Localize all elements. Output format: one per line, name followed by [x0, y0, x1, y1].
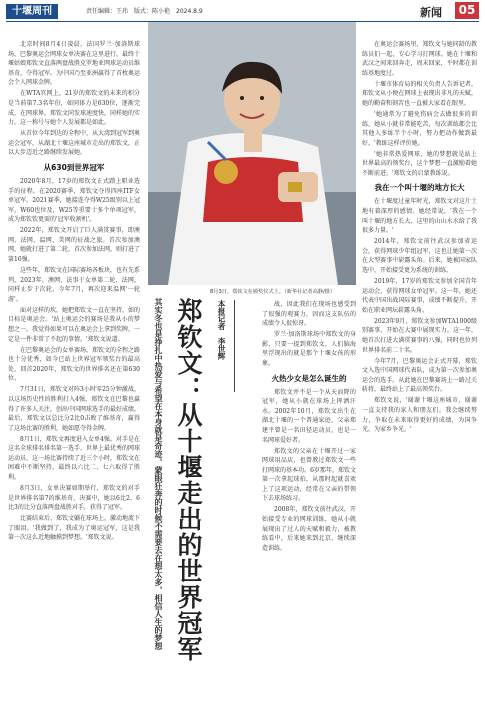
- paragraph: 在WTA官网上，21岁的郑钦文的未来的积分是当前第7.3名年份，如同体力是630位，逐渐完成，在网球界，郑钦文同发球速度快，同样她的实力，这一称号与她个人发展都是如此。: [8, 90, 140, 127]
- paragraph: 在巴黎奥运会的女单赛场，郑钦文的全程之路也十分优秀，如今已站上世界冠军领奖台的最高处，回首2020年，郑钦文的世界排名还在第630位。: [8, 346, 140, 383]
- paragraph: 在十堰度过童年时光，郑钦文对这片土地有着深厚的感情。她经常说，'我在一个叫十堰的地方长大，这里的山山水水给了我很多力量。': [362, 198, 477, 235]
- paragraph: 十堰市体育局的相关负责人告诉记者，郑钦文从小便在网球上表现出非凡的天赋，她的勤奋和刻苦也一直被大家看在眼里。: [362, 80, 477, 107]
- paragraph: 2019年，17岁的郑钦文参加全国青年运动会，获得网球女单冠军。这一年，她还代表中国出战国际赛事，成绩不断提升，开始在职业网坛崭露头角。: [362, 278, 477, 314]
- section-heading-630: 从630到世界冠军: [43, 162, 105, 172]
- paragraph: 郑钦文的父亲在十堰开过一家网球用品店，也曾教过郑钦文一些打网球的基本功。6岁那年，郑钦文第一次拿起球拍，从那时起就喜欢上了这项运动，经常在父亲的带领下去球场练习。: [262, 447, 356, 503]
- paragraph: 2008年，郑钦文前往武汉，开始接受专业的网球训练，她从小就展现出了过人的天赋和毅力，被教练看中，后来她来到北京，继续深造训练。: [262, 506, 356, 552]
- paragraph: 2014年，郑钦文前往武汉参加省运会，获得网球少年组冠军，这也让她第一次在大型赛事中崭露头角。后来，她被国家队选中，开始接受更为系统的训练。: [362, 238, 477, 275]
- paragraph: '她通常为了避免伤病会去做很多的训练，她从小就非常能吃苦，每次训练都会比其他人多练半个小时，努力把动作做到最好。'教练这样评价她。: [362, 110, 477, 147]
- paragraph: 2022年，郑钦文开启了巨人满贯赛事，即澳网、法网、温网、美网的征战之旅。首次参加澳网，她就打进了第二轮，首次参加法网，则打进了第16强。: [8, 227, 140, 264]
- paragraph: 今年7月，巴黎奥运会正式开幕，郑钦文入选中国网球代表队，成为第一次参加奥运会的选手。从此她在巴黎赛场上一路过关斩将，最终站上了最高领奖台。: [362, 357, 477, 394]
- photo-caption: 8月3日，郑钦文在颁奖仪式上。（新华社记者高静/摄）: [210, 289, 336, 295]
- paragraph: 郑钦文并不是一个从天而降的冠军，她从小就在球场上挥洒汗水。2002年10月，郑钦文出生在湖北十堰的一个普通家庭，父亲郑建平曾是一名田径运动员，也是一名网球爱好者。: [262, 388, 356, 444]
- byline-rule: [234, 300, 235, 392]
- paragraph: 7月31日，郑钦文对阵3小时零25分钟激战，以这场历史性的胜利打入4强，郑钦文在巴黎也赢得了许多人关注，创出中国网球选手的最好成绩。最后，郑钦文以总比分2比0击败了维基奇，赢得了这场比赛的胜利，她如愿夺得金牌。: [8, 386, 140, 432]
- editor-line: 责任编辑：王玮 版式：陈小艳 2024.8.9: [86, 8, 203, 15]
- left-column: [8, 40, 140, 692]
- paragraph: 罗兰·加洛斯球场中郑钦文的身影，只要一提到郑钦文，人们脑海里浮现出的就是那个十堰女孩的形象。: [262, 331, 356, 367]
- paragraph: 从首位今年到达的全程中，从大湾到冠军到奥运会冠军，从湖北十堰这座城市走出的郑钦文，正以大步迈近之路继续发展她。: [8, 130, 140, 157]
- paragraph: '她非常热爱网球，她的梦想就是站上世界最高的领奖台，这个梦想一直激励着她不断前进。'郑钦文的启蒙教练说。: [362, 150, 477, 177]
- subheadline: 其实冬也是挣扎中热爱与希望在本身就是奇迹，蒙眼狂奔的时候不需要去在想太多，相信人生的梦想: [154, 298, 163, 650]
- page-header: [0, 0, 485, 22]
- paragraph: 郑钦文说，'谢谢十堰这座城市，谢谢一直支持我的家人和朋友们。我会继续努力，争取在未来取得更好的成绩，为国争光，为家乡争光。': [362, 397, 477, 434]
- masthead: 十堰周刊: [6, 4, 58, 19]
- paragraph: 在奥运会赛场里，郑钦文与她同龄的教练员们一起，专心学习打网球。她在十堰和武汉之间来回奔走，周末回家，平时都在训练基地度过。: [362, 41, 477, 77]
- section-label: 新闻: [420, 6, 442, 19]
- middle-column: [262, 300, 356, 694]
- athlete-photo: [148, 22, 356, 285]
- section-heading-fire-girl: 火热少女是怎么诞生的: [271, 373, 347, 383]
- paragraph: 战，因此我们在现场也感受到了很强的观赛力，因而这支队伍的成绩令人很惊讶。: [262, 301, 356, 328]
- paragraph: 8月1日，郑钦文再度进入女单4强。对手是在这名全球排名排名第一选手、世界上最优秀的网球运动员，这一场比赛持续了近三个小时，郑钦文在困难中不断坚持，最终以六比二、七六取得了胜利。: [8, 435, 140, 482]
- paragraph: 比赛结束后，郑钦文躺在球场上，激动地流下了眼泪。'我做到了，我成为了奥运冠军，这是我第一次这么近地触摸到梦想。'郑钦文说。: [8, 515, 140, 542]
- byline: 本报记者 李世辉: [217, 300, 226, 360]
- right-column: [362, 40, 477, 694]
- paragraph: 这些年，郑钦文在国际赛场各板块，也有先系列，2023年，澳网，法事于女单第二轮，法网，同样止步于次轮，今年7月，再次迎来温网'一轮游'。: [8, 267, 140, 303]
- section-heading-shiyan: 我在一个叫十堰的地方长大: [374, 183, 465, 193]
- paragraph: 8月3日，女单决赛如期举行，郑钦文的对手是世界排名第7的维基奇，决赛中，她以6比2、6比3的比分直落两盘战胜对手，获得了冠军。: [8, 485, 140, 512]
- headline: 郑钦文：从十堰走出的世界冠军: [174, 298, 203, 662]
- paragraph: 面对这样的坎，她把郑钦文一直在坚持，如的目标是奥运会。'站上奥运会的赛场是我从小的梦想之一。我觉得如果可以在奥运会上拿到奖牌，一定是一件非常了不起的事情。'郑钦文说道。: [8, 306, 140, 343]
- athlete-illustration: [148, 22, 356, 285]
- paragraph: 北京时间8月4日凌晨，法国罗兰·加洛斯球场，巴黎奥运会网球女单决赛在这里进行，最终十堰姑娘郑钦文直落两盘战胜克罗地亚网球运动员维基奇，夺得冠军。为中国乃至亚洲赢得了首枚奥运会个人网球金牌。: [8, 41, 140, 87]
- paragraph: 2023年9月，郑钦文参加WTA1000级别赛事，开始在大赛中展现实力。这一年，她首次打进大满贯赛事的八强，同时也位列世界排名前二十名。: [362, 317, 477, 354]
- paragraph: 2020年8月，17岁的郑钦文正式踏上职业选手的征程。在2020赛季，郑钦文夺得四座ITF女单冠军。2021赛季，她接连夺得W25级别以上冠军，W60也位及，W25等重要十多个单项冠军，成为郑钦钦更需的'冠军收割机'。: [8, 177, 140, 224]
- page-number: 05: [455, 2, 479, 19]
